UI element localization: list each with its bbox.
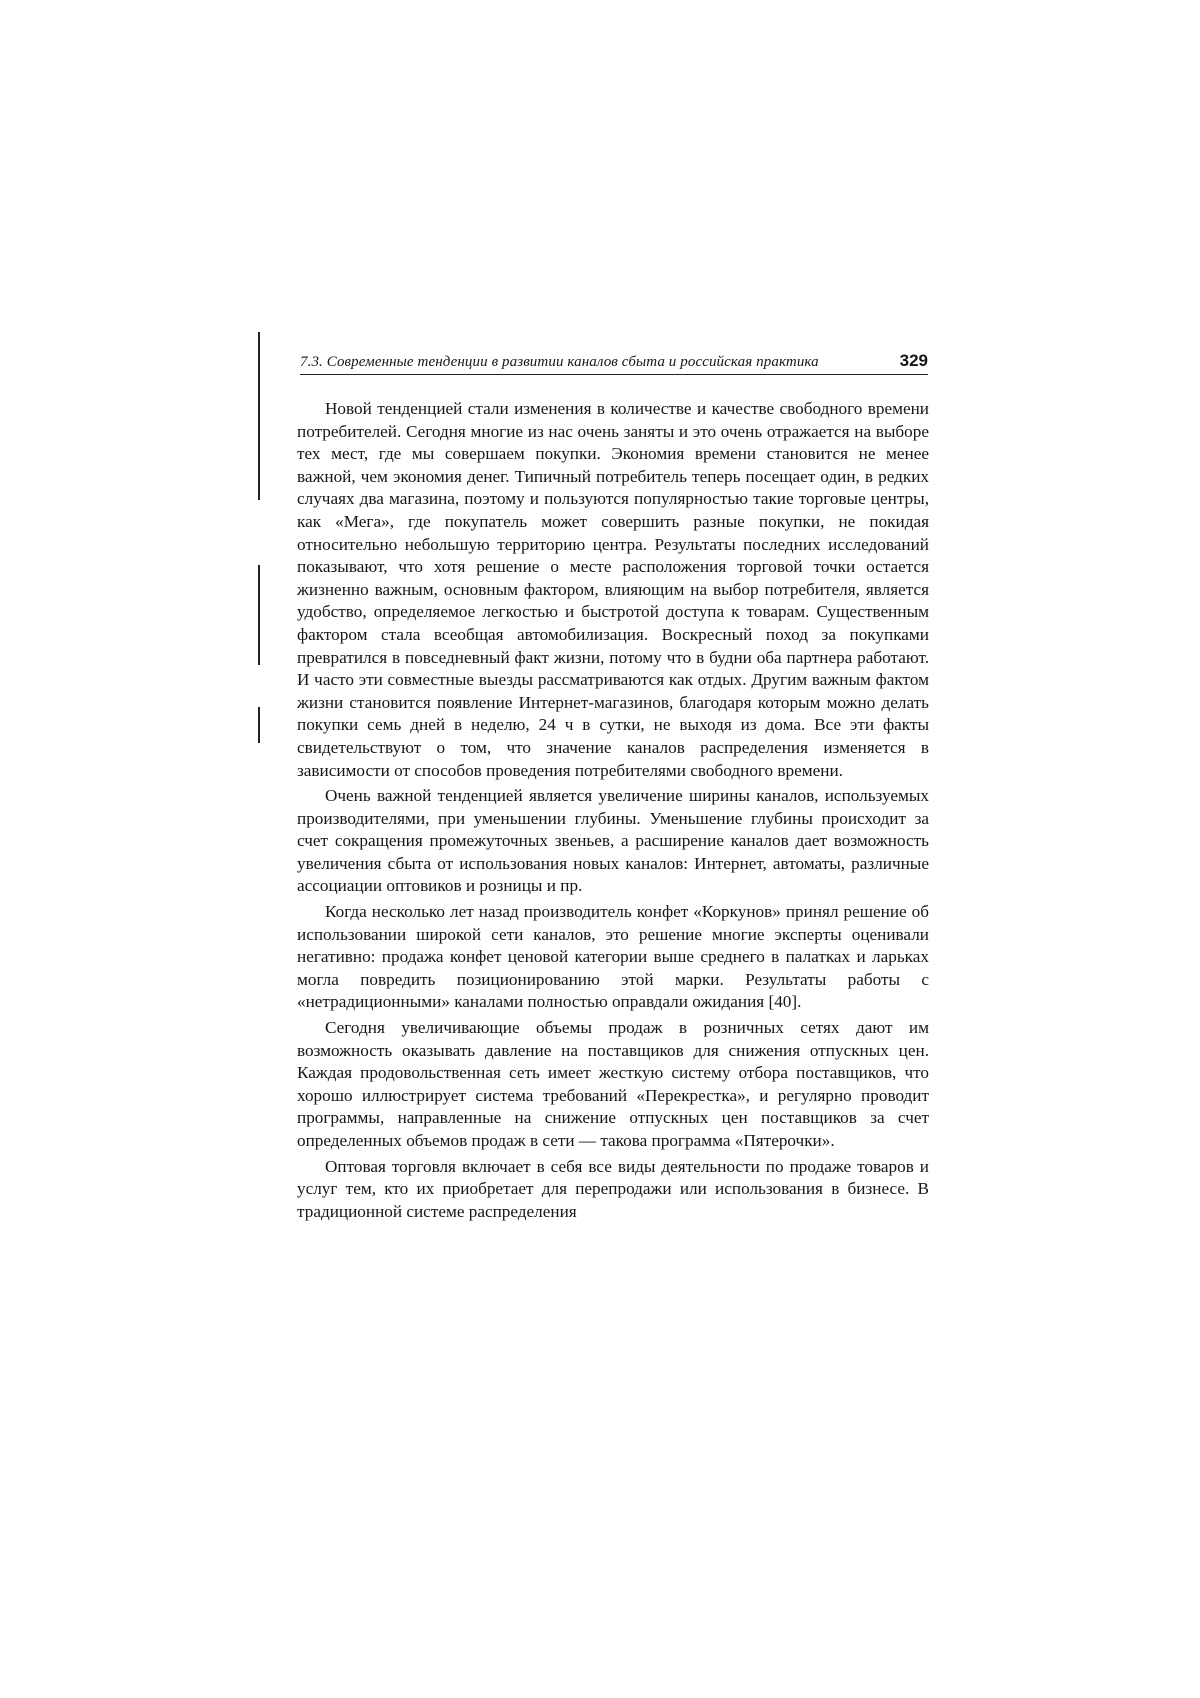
paragraph-korkunov: Когда несколько лет назад производитель конфет «Коркунов» принял решение об использовании широкой сети каналов, это решение многие эксперты оценивали негативно: продажа конфет ценовой категории выше среднего в палатках и ларьках могла повредить позиционированию этой марки. Результаты работы с «нетрадиционными» каналами полностью оправдали ожидания [40]. (297, 902, 929, 1012)
margin-mark-middle (258, 565, 260, 665)
running-header (300, 347, 928, 375)
paragraph-wholesale: Оптовая торговля включает в себя все виды деятельности по продаже товаров и услуг тем, кто их приобретает для перепродажи или использования в бизнесе. В традиционной системе распределения (297, 1156, 929, 1221)
page-number: 329 (899, 351, 928, 370)
paragraph-channel-width: Очень важной тенденцией является увеличение ширины каналов, используемых производителями, при уменьшении глубины. Уменьшение глубины происходит за счет сокращения промежуточных звеньев, а расширение каналов дает возможность увеличения сбыта от использования новых каналов: Интернет, автоматы, различные ассоциации оптовиков и розницы и пр. (297, 786, 929, 896)
margin-mark-top (258, 332, 260, 500)
body-text (297, 398, 929, 1226)
running-title: 7.3. Современные тенденции в развитии каналов сбыта и российская практика (300, 354, 819, 370)
paragraph-free-time: Новой тенденцией стали изменения в количестве и качестве свободного времени потребителей. Сегодня многие из нас очень заняты и это очень отражается на выборе тех мест, где мы совершаем покупки. Экономия времени становится не менее важной, чем экономия денег. Типичный потребитель теперь посещает один, в редких случаях два магазина, поэтому и пользуются популярностью такие торговые центры, как «Мега», где покупатель может совершить разные покупки, не покидая относительно небольшую территорию центра. Результаты последних исследований показывают, что хотя решение о месте расположения торговой точки остается жизненно важным, основным фактором, влияющим на выбор потребителя, является удобство, определяемое легкостью и быстротой доступа к товарам. Существенным фактором стала всеобщая автомобилизация. Воскресный поход за покупками превратился в повседневный факт жизни, потому что в будни оба партнера работают. И часто эти совместные выезды рассматриваются как отдых. Другим важным фактом жизни становится появление Интернет-магазинов, благодаря которым можно делать покупки семь дней в неделю, 24 ч в сутки, не выходя из дома. Все эти факты свидетельствуют о том, что значение каналов распределения изменяется в зависимости от способов проведения потребителями свободного времени. (297, 399, 929, 780)
margin-mark-bottom (258, 707, 260, 743)
paragraph-retail-chains: Сегодня увеличивающие объемы продаж в розничных сетях дают им возможность оказывать давление на поставщиков для снижения отпускных цен. Каждая продовольственная сеть имеет жесткую систему отбора поставщиков, что хорошо иллюстрирует система требований «Перекрестка», и регулярно проводит программы, направленные на снижение отпускных цен поставщиков за счет определенных объемов продаж в сети — такова программа «Пятерочки». (297, 1018, 929, 1150)
